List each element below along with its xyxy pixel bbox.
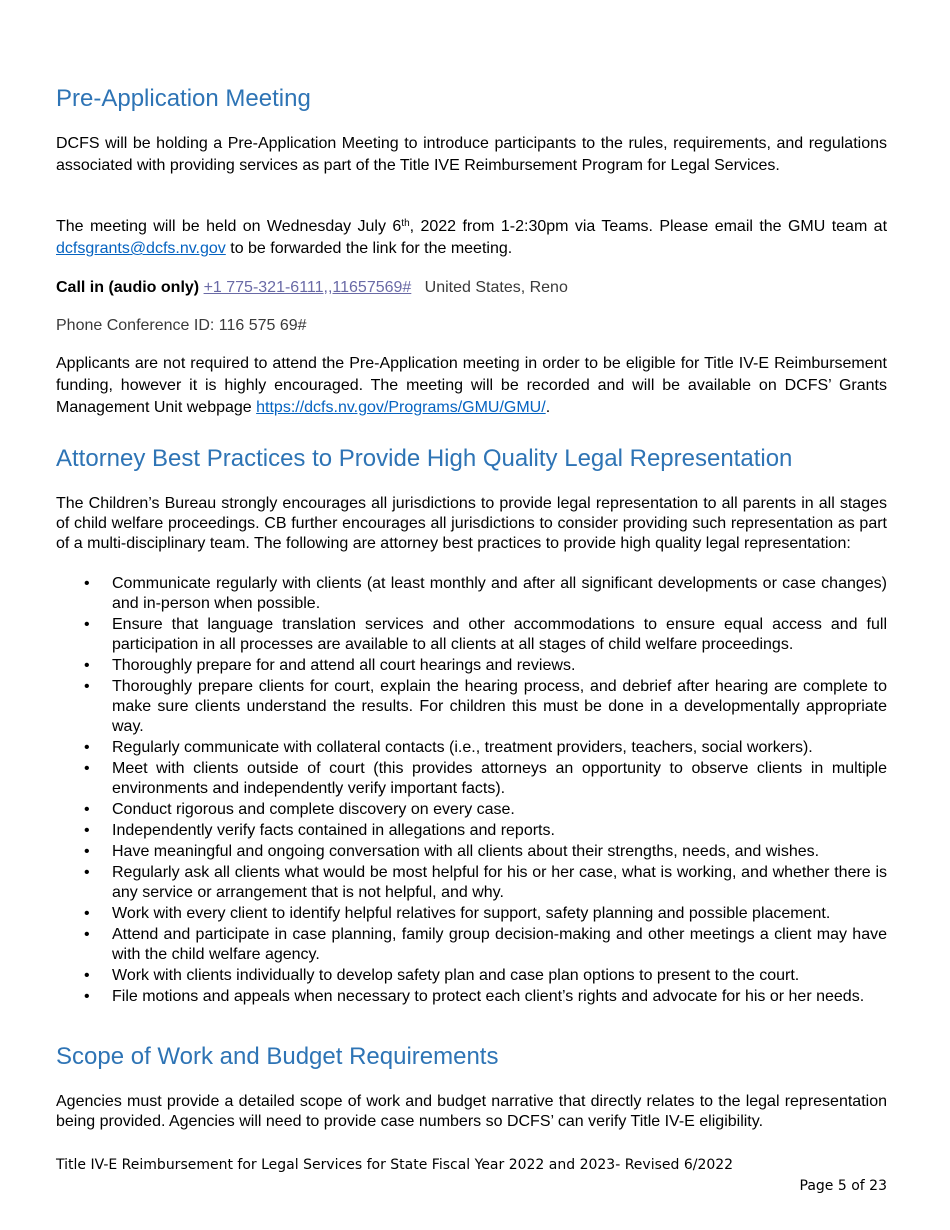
bullet-glyph: • <box>84 905 90 922</box>
list-item-text: Communicate regularly with clients (at least monthly and after all significant developments or case changes) and in-person when possible. <box>112 575 887 612</box>
list-item <box>56 987 887 1007</box>
bullet-glyph: • <box>84 926 90 943</box>
paragraph-meeting-date <box>56 216 887 260</box>
call-in-location: United States, Reno <box>424 279 568 296</box>
call-in-line <box>56 277 887 299</box>
list-item <box>56 574 887 614</box>
bullet-glyph: • <box>84 843 90 860</box>
meeting-link-text: to be forwarded the link for the meeting. <box>225 240 513 257</box>
list-item <box>56 738 887 758</box>
list-item <box>56 925 887 965</box>
list-item-text: Meet with clients outside of court (this provides attorneys an opportunity to observe clients in multiple environments and independently verify important facts). <box>112 760 887 797</box>
list-item <box>56 615 887 655</box>
list-item <box>56 759 887 799</box>
best-practices-list <box>56 574 887 1008</box>
date-superscript: th <box>401 218 410 229</box>
list-item-text: Thoroughly prepare clients for court, explain the hearing process, and debrief after hearing are complete to make sure clients understand the results. For children this must be done in a developmentally appropriate way. <box>112 678 887 735</box>
heading-attorney-best-practices: Attorney Best Practices to Provide High Quality Legal Representation <box>56 445 793 472</box>
list-item <box>56 821 887 841</box>
conference-id: Phone Conference ID: 116 575 69# <box>56 317 307 334</box>
list-item <box>56 966 887 986</box>
bullet-glyph: • <box>84 801 90 818</box>
call-in-label: Call in (audio only) <box>56 279 200 296</box>
bullet-glyph: • <box>84 657 90 674</box>
attendance-period: . <box>545 399 551 416</box>
bullet-glyph: • <box>84 864 90 881</box>
bullet-glyph: • <box>84 616 90 633</box>
list-item-text: Thoroughly prepare for and attend all court hearings and reviews. <box>112 657 576 674</box>
gmu-webpage-link[interactable]: https://dcfs.nv.gov/Programs/GMU/GMU/ <box>256 399 546 416</box>
list-item-text: Work with clients individually to develop safety plan and case plan options to present to the court. <box>112 967 800 984</box>
list-item-text: Have meaningful and ongoing conversation with all clients about their strengths, needs, and wishes. <box>112 843 820 860</box>
list-item <box>56 677 887 737</box>
meeting-date-text: The meeting will be held on Wednesday July 6 <box>56 218 402 235</box>
list-item <box>56 904 887 924</box>
list-item <box>56 863 887 903</box>
list-item <box>56 800 887 820</box>
footer-title: Title IV-E Reimbursement for Legal Services for State Fiscal Year 2022 and 2023- Revised 6/2022 <box>56 1157 734 1173</box>
bullet-glyph: • <box>84 988 90 1005</box>
paragraph-best-practices-intro: The Children’s Bureau strongly encourages all jurisdictions to provide legal representation to all parents in all stages of child welfare proceedings. CB further encourages all jurisdictions to consider providing such representation as part of a multi-disciplinary team. The following are attorney best practices to provide high quality legal representation: <box>56 495 887 552</box>
bullet-glyph: • <box>84 575 90 592</box>
paragraph-meeting-intro: DCFS will be holding a Pre-Application Meeting to introduce participants to the rules, requirements, and regulations associated with providing services as part of the Title IVE Reimbursement Program for Legal Services. <box>56 135 887 174</box>
bullet-glyph: • <box>84 739 90 756</box>
bullet-glyph: • <box>84 822 90 839</box>
email-link[interactable]: dcfsgrants@dcfs.nv.gov <box>56 240 226 257</box>
call-in-phone-link[interactable]: +1 775-321-6111,,11657569# <box>203 279 412 296</box>
list-item-text: Work with every client to identify helpful relatives for support, safety planning and possible placement. <box>112 905 831 922</box>
list-item-text: Regularly ask all clients what would be most helpful for his or her case, what is working, and whether there is any service or arrangement that is not helpful, and why. <box>112 864 887 901</box>
attendance-text: Applicants are not required to attend the Pre-Application meeting in order to be eligible for Title IV-E Reimbursement funding, however it is highly encouraged. The meeting will be recorded and will be available on DCFS’ Grants Management Unit webpage <box>56 355 887 416</box>
heading-pre-application-meeting: Pre-Application Meeting <box>56 85 311 112</box>
list-item <box>56 656 887 676</box>
paragraph-scope-of-work: Agencies must provide a detailed scope of work and budget narrative that directly relates to the legal representation being provided. Agencies will need to provide case numbers so DCFS’ can verify Title IV-E eligibility. <box>56 1093 887 1130</box>
list-item-text: Attend and participate in case planning, family group decision-making and other meetings a client may have with the child welfare agency. <box>112 926 887 963</box>
list-item-text: File motions and appeals when necessary to protect each client’s rights and advocate for his or her needs. <box>112 988 865 1005</box>
bullet-glyph: • <box>84 967 90 984</box>
list-item-text: Independently verify facts contained in allegations and reports. <box>112 822 555 839</box>
paragraph-attendance <box>56 353 887 419</box>
heading-scope-of-work: Scope of Work and Budget Requirements <box>56 1043 499 1070</box>
meeting-time-text: , 2022 from 1-2:30pm via Teams. Please email the GMU team at <box>409 218 888 235</box>
list-item-text: Regularly communicate with collateral contacts (i.e., treatment providers, teachers, social workers). <box>112 739 813 756</box>
bullet-glyph: • <box>84 760 90 777</box>
list-item <box>56 842 887 862</box>
list-item-text: Conduct rigorous and complete discovery on every case. <box>112 801 515 818</box>
list-item-text: Ensure that language translation services and other accommodations to ensure equal access and full participation in all processes are available to all clients at all stages of child welfare proceedings. <box>112 616 887 653</box>
page-number: Page 5 of 23 <box>799 1178 887 1194</box>
bullet-glyph: • <box>84 678 90 695</box>
